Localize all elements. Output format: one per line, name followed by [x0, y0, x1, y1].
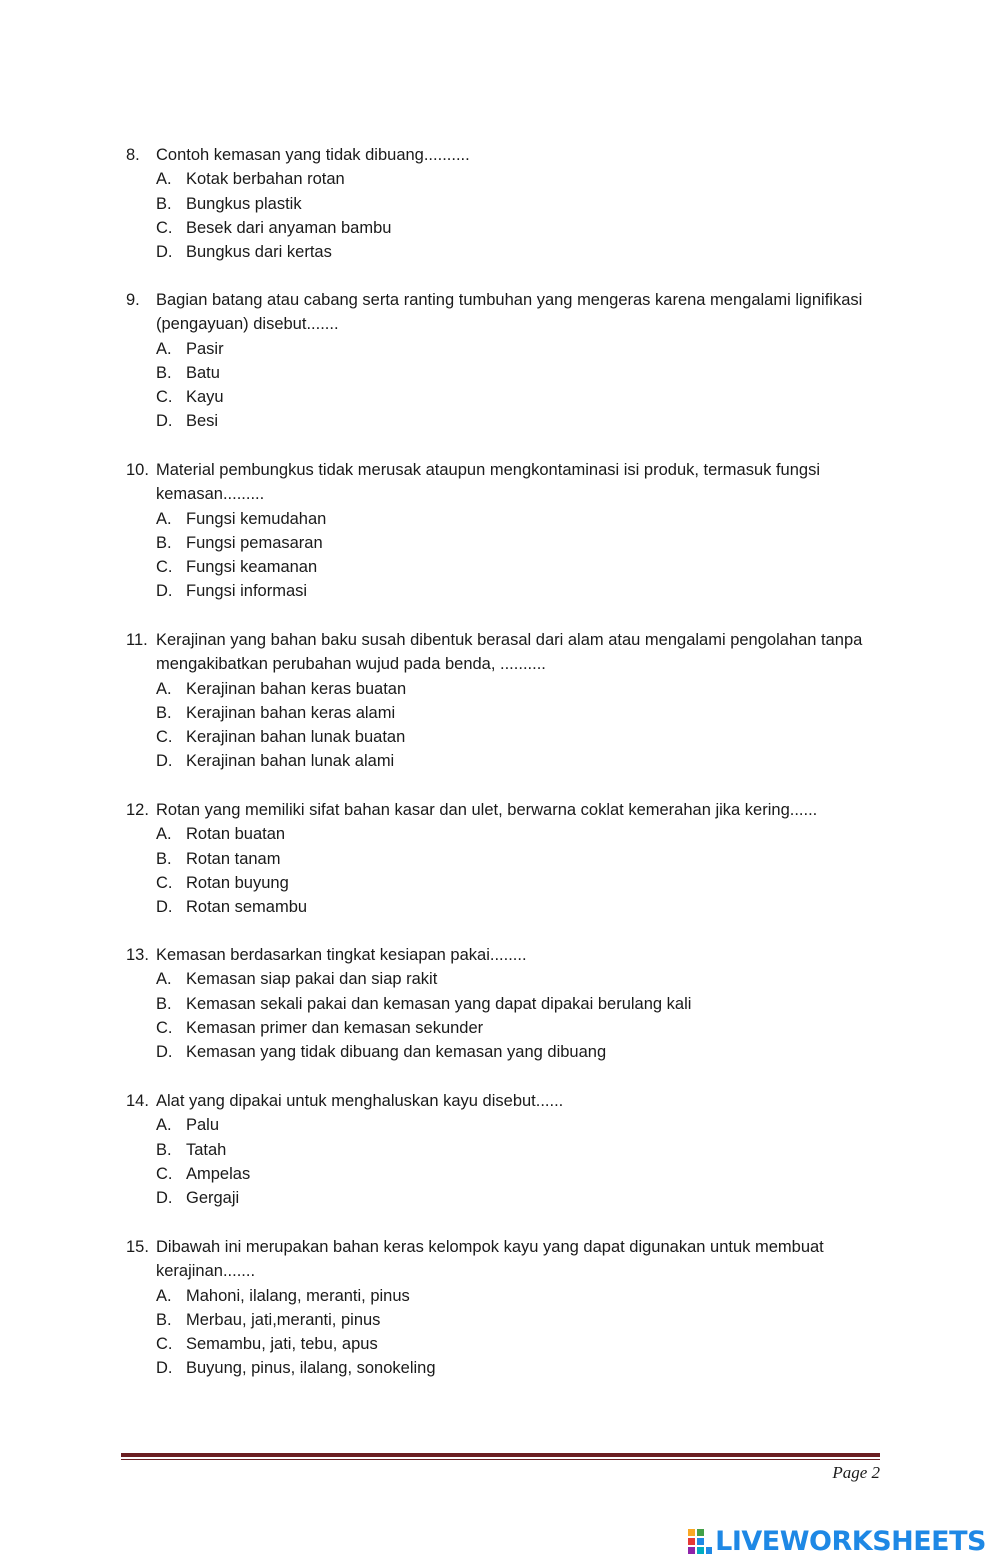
option-text: Kerajinan bahan keras alami [186, 703, 396, 722]
answer-option[interactable] [156, 579, 886, 603]
answer-options [156, 1113, 886, 1210]
liveworksheets-brand[interactable] [687, 1526, 986, 1558]
option-text: Kerajinan bahan lunak alami [186, 752, 395, 771]
option-text: Fungsi kemudahan [186, 509, 327, 528]
answer-option[interactable] [156, 895, 886, 919]
option-text: Batu [186, 363, 220, 382]
option-text: Pasir [186, 339, 224, 358]
answer-option[interactable] [156, 507, 886, 531]
question-text: Bagian batang atau cabang serta ranting tumbuhan yang mengeras karena mengalami lignifikasi (pengayuan) disebut....... [156, 291, 863, 334]
option-text: Merbau, jati,meranti, pinus [186, 1310, 381, 1329]
answer-options [156, 167, 886, 264]
option-text: Fungsi pemasaran [186, 533, 323, 552]
option-text: Kemasan yang tidak dibuang dan kemasan yang dibuang [186, 1043, 607, 1062]
question [126, 943, 886, 1064]
option-letter: D. [156, 412, 173, 431]
option-text: Kemasan siap pakai dan siap rakit [186, 970, 438, 989]
page-number: Page 2 [832, 1463, 880, 1482]
answer-option[interactable] [156, 677, 886, 701]
option-letter: B. [156, 1140, 172, 1159]
option-text: Mahoni, ilalang, meranti, pinus [186, 1286, 410, 1305]
answer-option[interactable] [156, 409, 886, 433]
question-number: 10. [126, 461, 149, 479]
answer-option[interactable] [156, 1040, 886, 1064]
option-letter: D. [156, 1359, 173, 1378]
question-text: Dibawah ini merupakan bahan keras kelompok kayu yang dapat digunakan untuk membuat kerajinan....... [156, 1238, 824, 1281]
question-text: Kerajinan yang bahan baku susah dibentuk berasal dari alam atau mengalami pengolahan tanpa mengakibatkan perubahan wujud pada benda, .......... [156, 631, 863, 674]
answer-option[interactable] [156, 1284, 886, 1308]
answer-option[interactable] [156, 531, 886, 555]
answer-option[interactable] [156, 167, 886, 191]
question [126, 143, 886, 264]
option-text: Bungkus dari kertas [186, 243, 332, 262]
option-text: Gergaji [186, 1189, 240, 1208]
question-text: Material pembungkus tidak merusak ataupun mengkontaminasi isi produk, termasuk fungsi kemasan......... [156, 461, 821, 504]
liveworksheets-wordmark: LIVEWORKSHEETS [715, 1526, 986, 1557]
answer-options [156, 507, 886, 604]
option-letter: A. [156, 970, 172, 989]
question-number: 14. [126, 1092, 149, 1110]
option-text: Semambu, jati, tebu, apus [186, 1335, 378, 1354]
question-number: 8. [126, 146, 140, 164]
option-letter: C. [156, 728, 173, 747]
question [126, 1089, 886, 1210]
option-letter: B. [156, 994, 172, 1013]
option-text: Kemasan primer dan kemasan sekunder [186, 1018, 484, 1037]
answer-option[interactable] [156, 216, 886, 240]
option-letter: B. [156, 1310, 172, 1329]
option-letter: C. [156, 1164, 173, 1183]
answer-option[interactable] [156, 555, 886, 579]
option-letter: B. [156, 194, 172, 213]
answer-option[interactable] [156, 337, 886, 361]
answer-option[interactable] [156, 385, 886, 409]
option-text: Rotan buatan [186, 825, 286, 844]
option-letter: D. [156, 1189, 173, 1208]
option-text: Besi [186, 412, 219, 431]
answer-option[interactable] [156, 1308, 886, 1332]
footer-rule-thick [121, 1453, 880, 1457]
question-text: Alat yang dipakai untuk menghaluskan kayu disebut...... [156, 1092, 564, 1110]
answer-option[interactable] [156, 192, 886, 216]
question-text: Rotan yang memiliki sifat bahan kasar dan ulet, berwarna coklat kemerahan jika kering...... [156, 801, 818, 819]
question [126, 458, 886, 604]
option-text: Rotan semambu [186, 898, 308, 917]
answer-option[interactable] [156, 871, 886, 895]
liveworksheets-logo-icon [687, 1528, 713, 1556]
option-text: Besek dari anyaman bambu [186, 218, 392, 237]
question-number: 11. [126, 631, 148, 649]
option-letter: C. [156, 218, 173, 237]
question-number: 9. [126, 291, 140, 309]
question-number: 12. [126, 801, 149, 819]
option-letter: A. [156, 509, 172, 528]
question-number: 13. [126, 946, 149, 964]
answer-option[interactable] [156, 1138, 886, 1162]
option-letter: D. [156, 582, 173, 601]
option-letter: D. [156, 752, 173, 771]
answer-option[interactable] [156, 847, 886, 871]
option-letter: C. [156, 1335, 173, 1354]
answer-option[interactable] [156, 1113, 886, 1137]
option-text: Rotan tanam [186, 849, 281, 868]
question [126, 288, 886, 434]
option-letter: B. [156, 533, 172, 552]
question [126, 628, 886, 774]
option-letter: D. [156, 243, 173, 262]
option-letter: C. [156, 873, 173, 892]
question-number: 15. [126, 1238, 149, 1256]
answer-option[interactable] [156, 822, 886, 846]
option-letter: C. [156, 558, 173, 577]
answer-option[interactable] [156, 1162, 886, 1186]
option-letter: C. [156, 1018, 173, 1037]
answer-options [156, 967, 886, 1064]
answer-option[interactable] [156, 749, 886, 773]
question [126, 798, 886, 919]
answer-options [156, 822, 886, 919]
option-letter: A. [156, 1286, 172, 1305]
answer-options [156, 1284, 886, 1381]
answer-option[interactable] [156, 1356, 886, 1380]
option-text: Rotan buyung [186, 873, 289, 892]
answer-option[interactable] [156, 725, 886, 749]
answer-option[interactable] [156, 967, 886, 991]
answer-option[interactable] [156, 240, 886, 264]
option-letter: A. [156, 1116, 172, 1135]
answer-option[interactable] [156, 361, 886, 385]
answer-options [156, 337, 886, 434]
question-text: Kemasan berdasarkan tingkat kesiapan pakai........ [156, 946, 527, 964]
option-text: Palu [186, 1116, 220, 1135]
option-text: Fungsi informasi [186, 582, 308, 601]
option-letter: B. [156, 363, 172, 382]
footer-rule-thin [121, 1459, 880, 1460]
question [126, 1235, 886, 1381]
option-letter: A. [156, 825, 172, 844]
answer-option[interactable] [156, 701, 886, 725]
answer-options [156, 677, 886, 774]
option-text: Fungsi keamanan [186, 558, 318, 577]
option-letter: D. [156, 898, 173, 917]
option-text: Buyung, pinus, ilalang, sonokeling [186, 1359, 436, 1378]
option-text: Ampelas [186, 1164, 251, 1183]
option-text: Kayu [186, 388, 224, 407]
option-text: Kemasan sekali pakai dan kemasan yang dapat dipakai berulang kali [186, 994, 692, 1013]
option-text: Kotak berbahan rotan [186, 170, 345, 189]
answer-option[interactable] [156, 1186, 886, 1210]
option-letter: C. [156, 388, 173, 407]
option-letter: A. [156, 339, 172, 358]
option-letter: D. [156, 1043, 173, 1062]
option-text: Bungkus plastik [186, 194, 302, 213]
question-text: Contoh kemasan yang tidak dibuang.......... [156, 146, 470, 164]
answer-option[interactable] [156, 992, 886, 1016]
option-letter: A. [156, 170, 172, 189]
answer-option[interactable] [156, 1332, 886, 1356]
answer-option[interactable] [156, 1016, 886, 1040]
option-letter: B. [156, 849, 172, 868]
option-letter: B. [156, 703, 172, 722]
option-text: Kerajinan bahan keras buatan [186, 679, 407, 698]
option-letter: A. [156, 679, 172, 698]
option-text: Tatah [186, 1140, 227, 1159]
option-text: Kerajinan bahan lunak buatan [186, 728, 406, 747]
